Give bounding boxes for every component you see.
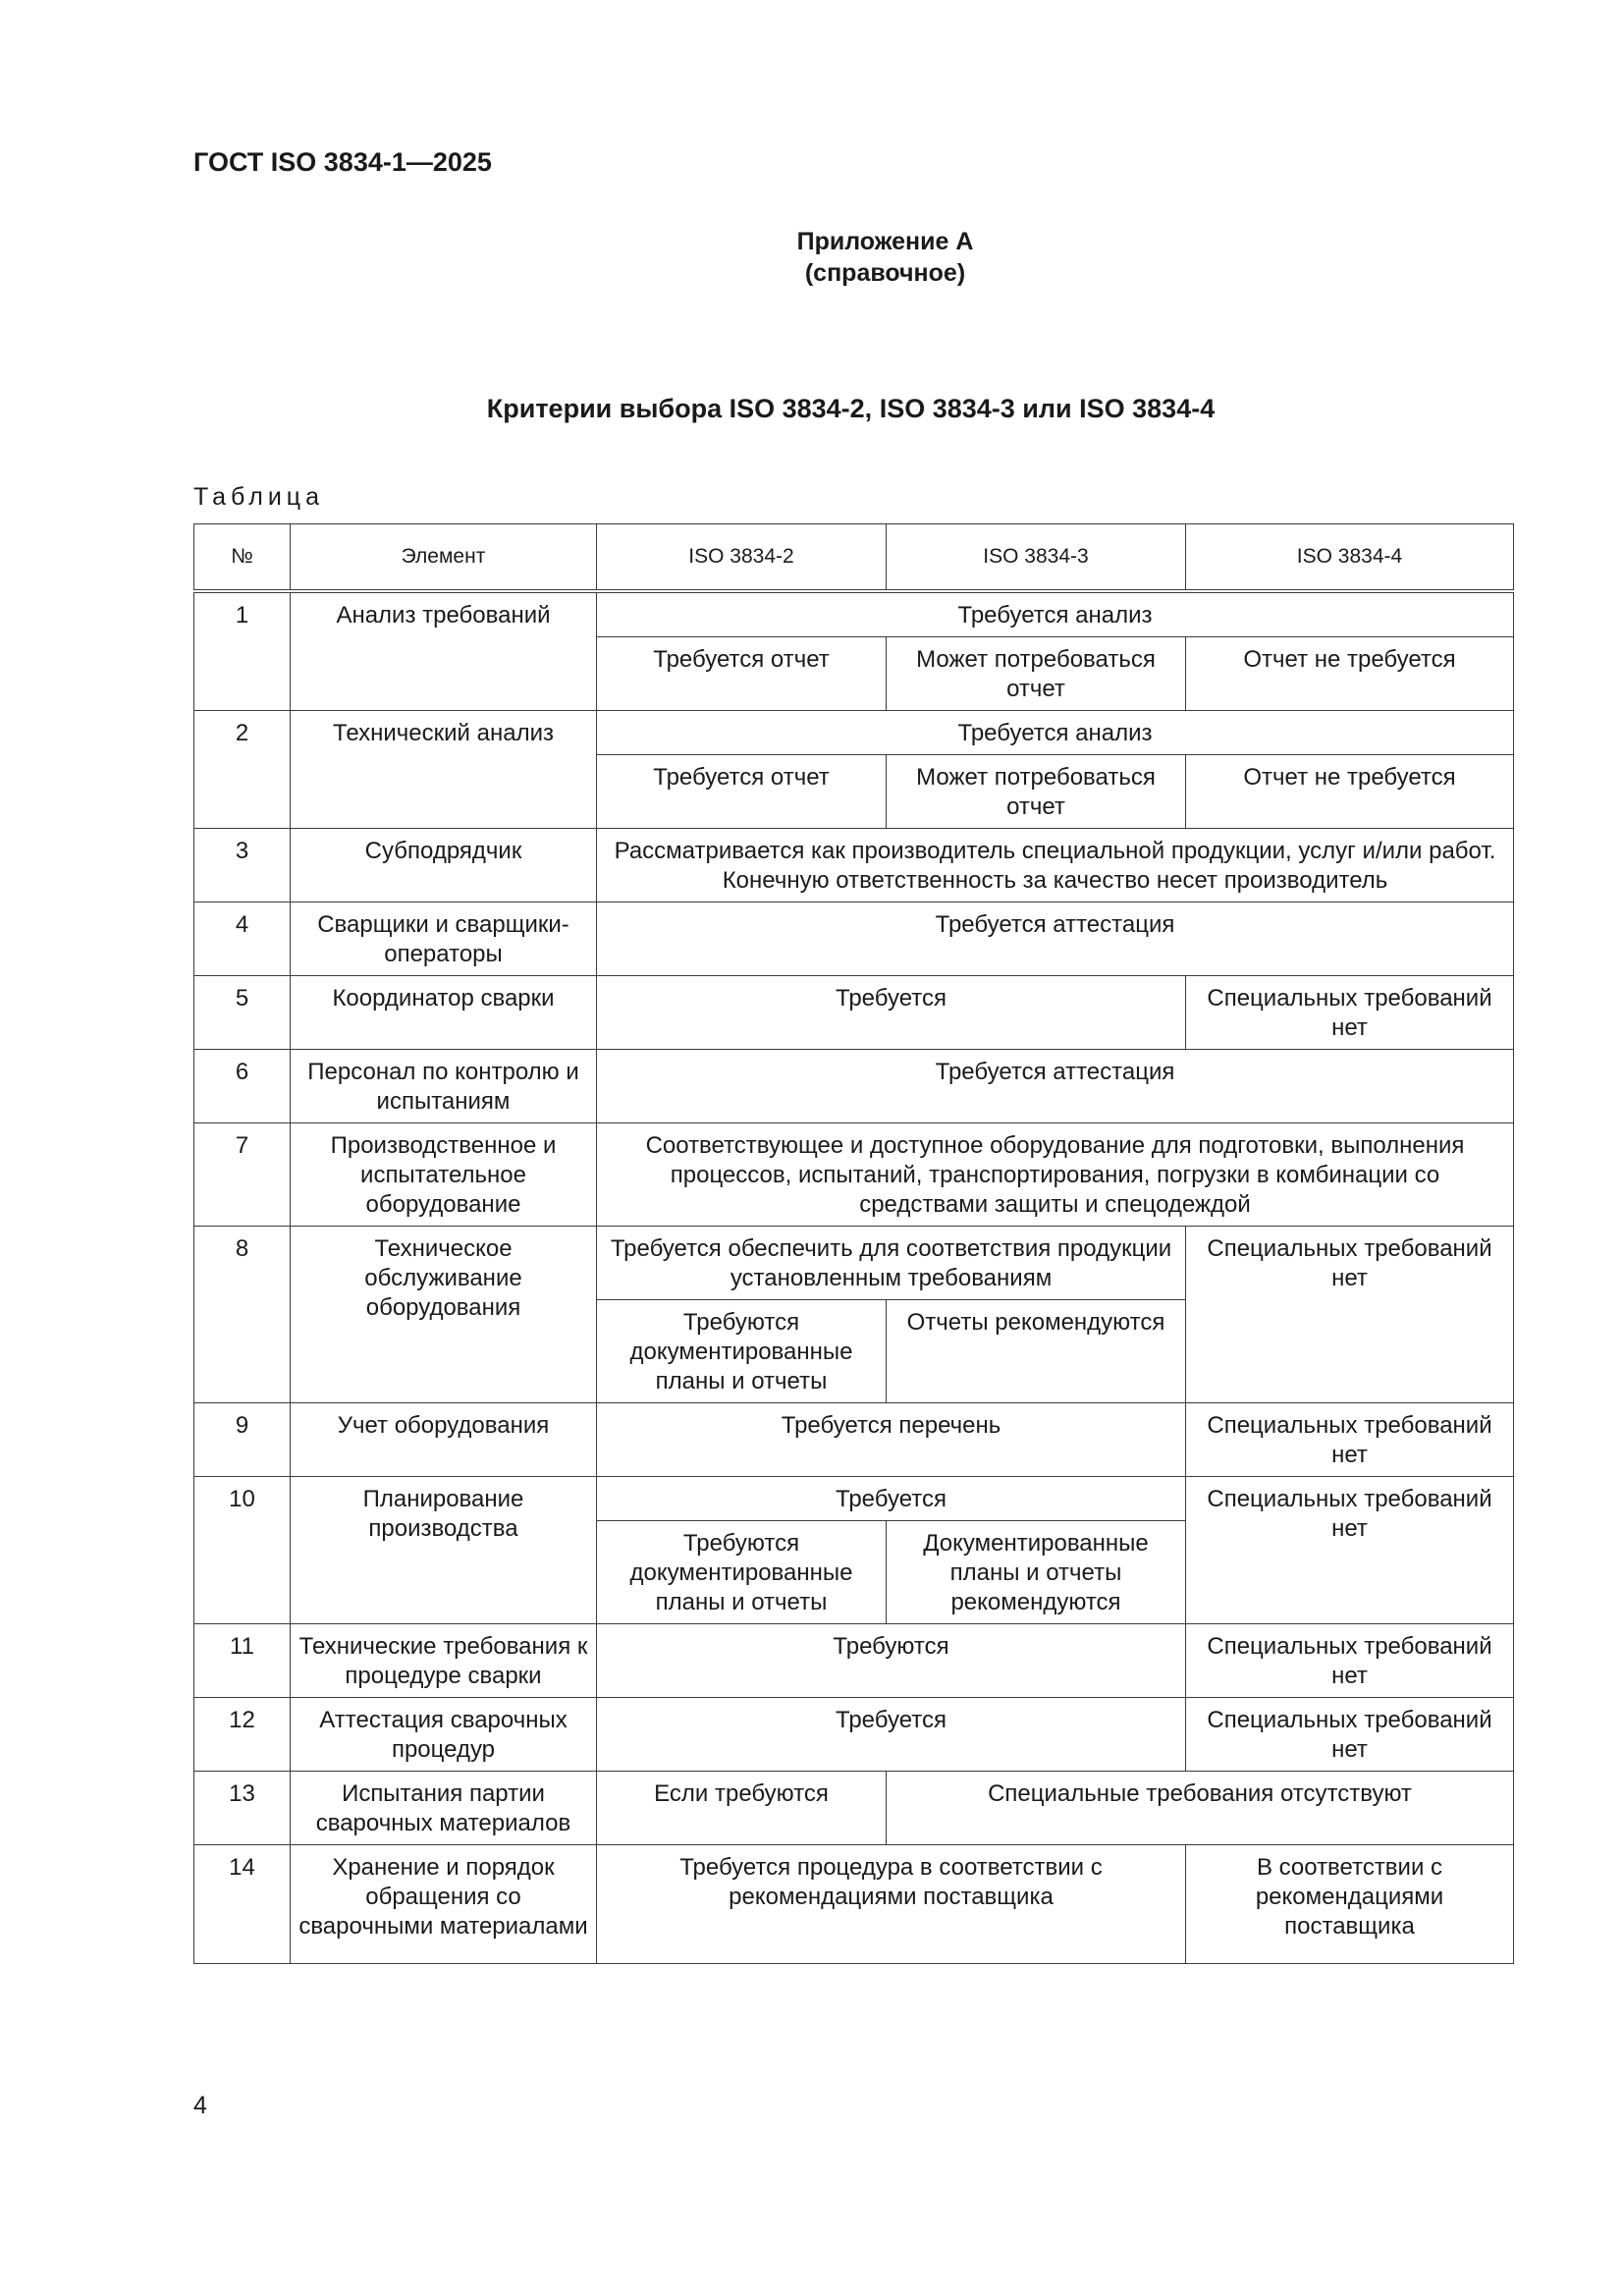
cell-span: Требуется анализ bbox=[597, 711, 1514, 755]
row-number: 10 bbox=[194, 1477, 291, 1624]
header-iso-3834-4: ISO 3834-4 bbox=[1186, 524, 1514, 592]
cell-span: Требуется аттестация bbox=[597, 1050, 1514, 1123]
row-element: Технические требования к процедуре сварки bbox=[291, 1624, 597, 1698]
cell-iso-3834-2: Требуется отчет bbox=[597, 755, 887, 829]
row-number: 12 bbox=[194, 1698, 291, 1772]
row-element: Субподрядчик bbox=[291, 829, 597, 902]
header-number: № bbox=[194, 524, 291, 592]
row-element: Аттестация сварочных процедур bbox=[291, 1698, 597, 1772]
cell-iso-3834-3: Может потребоваться отчет bbox=[887, 637, 1186, 711]
table-header-row bbox=[194, 524, 1514, 592]
cell-iso-3834-3-4: Специальные требования отсутствуют bbox=[887, 1772, 1514, 1845]
table-row bbox=[194, 1477, 1514, 1521]
row-number: 13 bbox=[194, 1772, 291, 1845]
annex-title: Приложение А bbox=[796, 228, 974, 255]
table-row bbox=[194, 1403, 1514, 1477]
cell-iso-3834-4: Отчет не требуется bbox=[1186, 755, 1514, 829]
row-number: 14 bbox=[194, 1845, 291, 1964]
header-iso-3834-3: ISO 3834-3 bbox=[887, 524, 1186, 592]
table-row bbox=[194, 976, 1514, 1050]
row-number: 4 bbox=[194, 902, 291, 976]
cell-iso-3834-4: В соответствии с рекомендациями поставщика bbox=[1186, 1845, 1514, 1964]
cell-iso-3834-2: Если требуются bbox=[597, 1772, 887, 1845]
cell-iso-3834-2-3: Требуется обеспечить для соответствия продукции установленным требованиям bbox=[597, 1227, 1186, 1300]
cell-iso-3834-3: Может потребоваться отчет bbox=[887, 755, 1186, 829]
table-row bbox=[194, 591, 1514, 637]
cell-iso-3834-4: Специальных требований нет bbox=[1186, 1624, 1514, 1698]
annex-subtitle: (справочное) bbox=[804, 259, 966, 287]
cell-iso-3834-2: Требуются документированные планы и отчеты bbox=[597, 1300, 887, 1403]
table-row bbox=[194, 1050, 1514, 1123]
cell-iso-3834-3: Отчеты рекомендуются bbox=[887, 1300, 1186, 1403]
cell-iso-3834-2: Требуются документированные планы и отчеты bbox=[597, 1521, 887, 1624]
cell-iso-3834-2-3: Требуется bbox=[597, 976, 1186, 1050]
annex-heading bbox=[0, 226, 1623, 289]
document-code: ГОСТ ISO 3834-1—2025 bbox=[193, 147, 492, 177]
row-element: Технический анализ bbox=[291, 711, 597, 829]
row-number: 6 bbox=[194, 1050, 291, 1123]
table-row bbox=[194, 1845, 1514, 1964]
table-row bbox=[194, 829, 1514, 902]
cell-iso-3834-2-3: Требуется bbox=[597, 1477, 1186, 1521]
cell-iso-3834-3: Документированные планы и отчеты рекомендуются bbox=[887, 1521, 1186, 1624]
cell-span: Рассматривается как производитель специальной продукции, услуг и/или работ. Конечную ответственность за качество несет производитель bbox=[597, 829, 1514, 902]
cell-iso-3834-4: Специальных требований нет bbox=[1186, 1698, 1514, 1772]
row-number: 7 bbox=[194, 1123, 291, 1227]
table-row bbox=[194, 711, 1514, 755]
cell-iso-3834-4: Специальных требований нет bbox=[1186, 976, 1514, 1050]
cell-span: Требуется аттестация bbox=[597, 902, 1514, 976]
cell-iso-3834-2-3: Требуется перечень bbox=[597, 1403, 1186, 1477]
row-element: Координатор сварки bbox=[291, 976, 597, 1050]
table-row bbox=[194, 1227, 1514, 1300]
table-row bbox=[194, 1624, 1514, 1698]
table-label: Таблица bbox=[193, 483, 325, 511]
cell-iso-3834-4: Специальных требований нет bbox=[1186, 1227, 1514, 1403]
row-element: Производственное и испытательное оборудование bbox=[291, 1123, 597, 1227]
header-iso-3834-2: ISO 3834-2 bbox=[597, 524, 887, 592]
criteria-table bbox=[193, 523, 1514, 1964]
header-element: Элемент bbox=[291, 524, 597, 592]
row-number: 3 bbox=[194, 829, 291, 902]
row-number: 11 bbox=[194, 1624, 291, 1698]
cell-span: Соответствующее и доступное оборудование для подготовки, выполнения процессов, испытаний, транспортирования, погрузки в комбинации со средствами защиты и спецодеждой bbox=[597, 1123, 1514, 1227]
row-element: Техническое обслуживание оборудования bbox=[291, 1227, 597, 1403]
cell-iso-3834-2-3: Требуется bbox=[597, 1698, 1186, 1772]
row-number: 8 bbox=[194, 1227, 291, 1403]
table-row bbox=[194, 1772, 1514, 1845]
row-element: Анализ требований bbox=[291, 591, 597, 711]
table-row bbox=[194, 902, 1514, 976]
cell-iso-3834-4: Специальных требований нет bbox=[1186, 1403, 1514, 1477]
cell-iso-3834-4: Специальных требований нет bbox=[1186, 1477, 1514, 1624]
cell-iso-3834-2-3: Требуются bbox=[597, 1624, 1186, 1698]
row-element: Хранение и порядок обращения со сварочными материалами bbox=[291, 1845, 597, 1964]
row-number: 9 bbox=[194, 1403, 291, 1477]
page-number: 4 bbox=[193, 2092, 207, 2119]
page-title: Критерии выбора ISO 3834-2, ISO 3834-3 или ISO 3834-4 bbox=[486, 394, 1216, 423]
row-element: Планирование производства bbox=[291, 1477, 597, 1624]
row-number: 2 bbox=[194, 711, 291, 829]
cell-iso-3834-4: Отчет не требуется bbox=[1186, 637, 1514, 711]
table-row bbox=[194, 1123, 1514, 1227]
row-element: Испытания партии сварочных материалов bbox=[291, 1772, 597, 1845]
cell-iso-3834-2-3: Требуется процедура в соответствии с рекомендациями поставщика bbox=[597, 1845, 1186, 1964]
cell-iso-3834-2: Требуется отчет bbox=[597, 637, 887, 711]
row-number: 1 bbox=[194, 591, 291, 711]
row-element: Персонал по контролю и испытаниям bbox=[291, 1050, 597, 1123]
row-element: Сварщики и сварщики-операторы bbox=[291, 902, 597, 976]
cell-span: Требуется анализ bbox=[597, 591, 1514, 637]
row-element: Учет оборудования bbox=[291, 1403, 597, 1477]
row-number: 5 bbox=[194, 976, 291, 1050]
table-row bbox=[194, 1698, 1514, 1772]
